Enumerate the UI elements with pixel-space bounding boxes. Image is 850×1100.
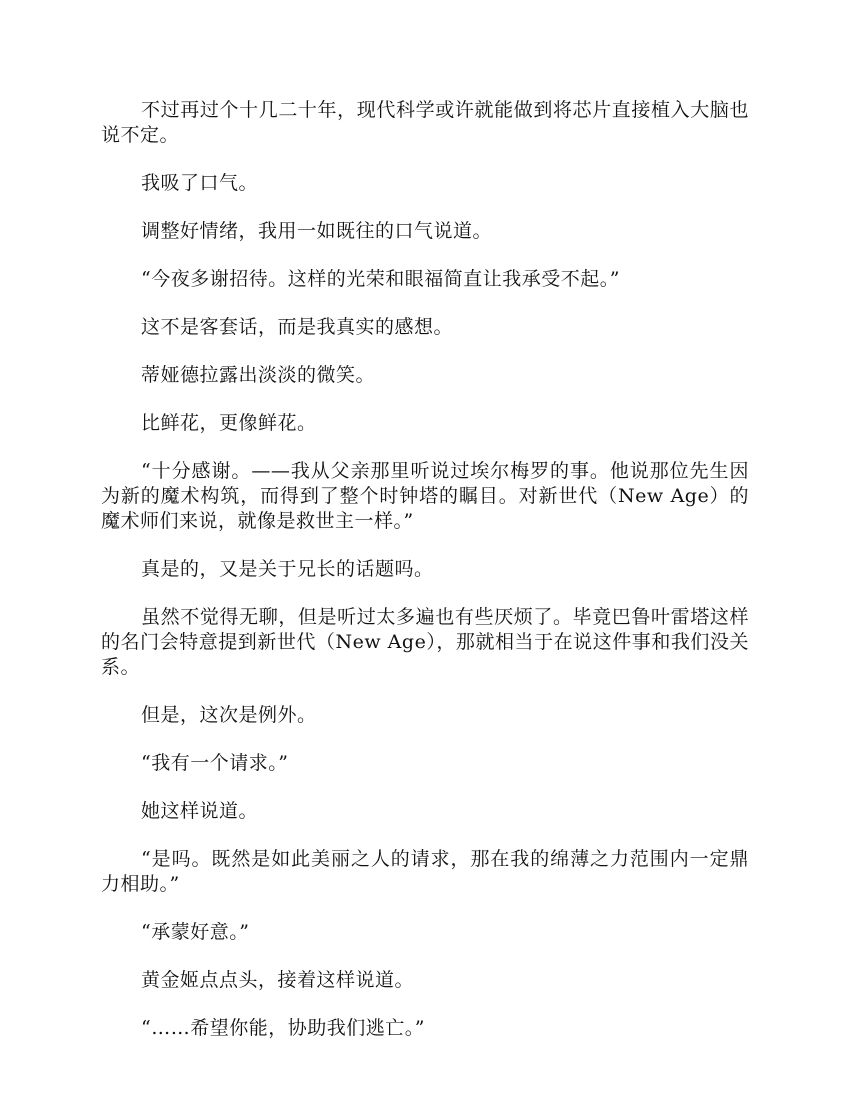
paragraph: 比鲜花，更像鲜花。 (141, 412, 317, 434)
paragraph: “承蒙好意。” (141, 921, 250, 943)
paragraph: 这不是客套话，而是我真实的感想。 (141, 316, 454, 338)
paragraph: “十分感谢。——我从父亲那里听说过埃尔梅罗的事。他说那位先生因为新的魔术构筑，而得到了整个时钟塔的瞩目。对新世代（New Age）的魔术师们来说，就像是救世主一样。” (101, 460, 749, 532)
paragraph: 她这样说道。 (141, 800, 259, 822)
paragraph: 蒂娅德拉露出淡淡的微笑。 (141, 364, 376, 386)
paragraph: 真是的，又是关于兄长的话题吗。 (141, 558, 434, 580)
paragraph: “今夜多谢招待。这样的光荣和眼福简直让我承受不起。” (141, 268, 620, 290)
paragraph: 但是，这次是例外。 (141, 704, 317, 726)
paragraph: “……希望你能，协助我们逃亡。” (141, 1017, 425, 1039)
paragraph: 不过再过个十几二十年，现代科学或许就能做到将芯片直接植入大脑也说不定。 (101, 99, 749, 146)
paragraph: 虽然不觉得无聊，但是听过太多遍也有些厌烦了。毕竟巴鲁叶雷塔这样的名门会特意提到新世代（New Age），那就相当于在说这件事和我们没关系。 (101, 606, 749, 678)
paragraph: “我有一个请求。” (141, 752, 289, 774)
paragraph: 黄金姬点点头，接着这样说道。 (141, 969, 415, 991)
paragraph: “是吗。既然是如此美丽之人的请求，那在我的绵薄之力范围内一定鼎力相助。” (101, 848, 749, 895)
text-body (101, 98, 749, 1064)
paragraph: 调整好情绪，我用一如既往的口气说道。 (141, 220, 493, 242)
paragraph: 我吸了口气。 (141, 172, 259, 194)
